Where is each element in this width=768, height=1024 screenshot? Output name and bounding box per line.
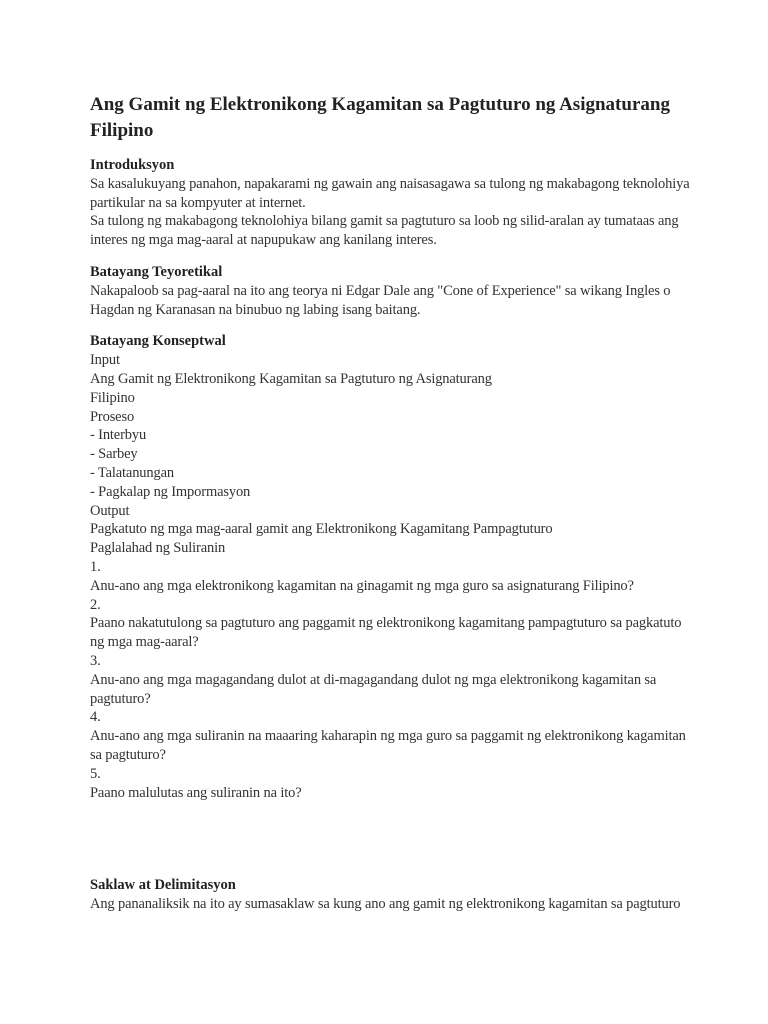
saklaw-paragraph: Ang pananaliksik na ito ay sumasaklaw sa kung ano ang gamit ng elektronikong kagamitan sa pagtuturo bbox=[90, 896, 681, 913]
introduksyon-section bbox=[90, 156, 690, 250]
konseptwal-line: - Sarbey bbox=[90, 446, 138, 463]
konseptwal-line: Anu-ano ang mga magagandang dulot at di-magagandang dulot ng mga elektronikong kagamitan sa pagtuturo? bbox=[90, 671, 657, 707]
konseptwal-line: 2. bbox=[90, 596, 101, 613]
konseptwal-line: 5. bbox=[90, 765, 101, 782]
konseptwal-line: Proseso bbox=[90, 408, 135, 425]
introduksyon-heading: Introduksyon bbox=[90, 157, 175, 173]
konseptwal-line: Pagkatuto ng mga mag-aaral gamit ang Elektronikong Kagamitang Pampagtuturo bbox=[90, 521, 553, 538]
introduksyon-paragraph-1: Sa kasalukuyang panahon, napakarami ng gawain ang naisasagawa sa tulong ng makabagong teknolohiya partikular na sa kompyuter at internet. bbox=[90, 175, 690, 211]
introduksyon-paragraph-2: Sa tulong ng makabagong teknolohiya bilang gamit sa pagtuturo sa loob ng silid-aralan ay tumataas ang interes ng mga mag-aaral at napupukaw ang kanilang interes. bbox=[90, 213, 679, 249]
konseptwal-line: Paglalahad ng Suliranin bbox=[90, 540, 226, 557]
konseptwal-line: - Interbyu bbox=[90, 427, 147, 444]
konseptwal-line: Ang Gamit ng Elektronikong Kagamitan sa Pagtuturo ng Asignaturang bbox=[90, 370, 492, 387]
document-page bbox=[90, 92, 690, 914]
konseptwal-line: Anu-ano ang mga suliranin na maaaring kaharapin ng mga guro sa paggamit ng elektronikong kagamitan sa pagtuturo? bbox=[90, 728, 686, 763]
konseptwal-section bbox=[90, 332, 690, 802]
konseptwal-heading: Batayang Konseptwal bbox=[90, 333, 226, 350]
saklaw-heading: Saklaw at Delimitasyon bbox=[90, 877, 236, 894]
saklaw-section bbox=[90, 876, 690, 914]
konseptwal-line: - Pagkalap ng Impormasyon bbox=[90, 483, 251, 500]
konseptwal-line: 1. bbox=[90, 558, 101, 575]
konseptwal-line: Anu-ano ang mga elektronikong kagamitan na ginagamit ng mga guro sa asignaturang Filipino? bbox=[90, 577, 634, 594]
konseptwal-line: 4. bbox=[90, 709, 101, 726]
teyoretikal-paragraph: Nakapaloob sa pag-aaral na ito ang teorya ni Edgar Dale ang "Cone of Experience" sa wikang Ingles o Hagdan ng Karanasan na binubuo ng labing isang baitang. bbox=[90, 282, 671, 318]
konseptwal-line: Paano malulutas ang suliranin na ito? bbox=[90, 784, 302, 801]
konseptwal-line: Paano nakatutulong sa pagtuturo ang paggamit ng elektronikong kagamitang pampagtuturo sa pagkatuto ng mga mag-aaral? bbox=[90, 615, 682, 651]
konseptwal-line: Filipino bbox=[90, 389, 135, 406]
konseptwal-line: - Talatanungan bbox=[90, 464, 174, 481]
konseptwal-line: Input bbox=[90, 352, 120, 369]
teyoretikal-heading: Batayang Teyoretikal bbox=[90, 263, 223, 280]
teyoretikal-section bbox=[90, 263, 690, 319]
konseptwal-line: 3. bbox=[90, 652, 101, 669]
document-title: Ang Gamit ng Elektronikong Kagamitan sa Pagtuturo ng Asignaturang Filipino bbox=[90, 94, 670, 141]
konseptwal-line: Output bbox=[90, 502, 130, 519]
